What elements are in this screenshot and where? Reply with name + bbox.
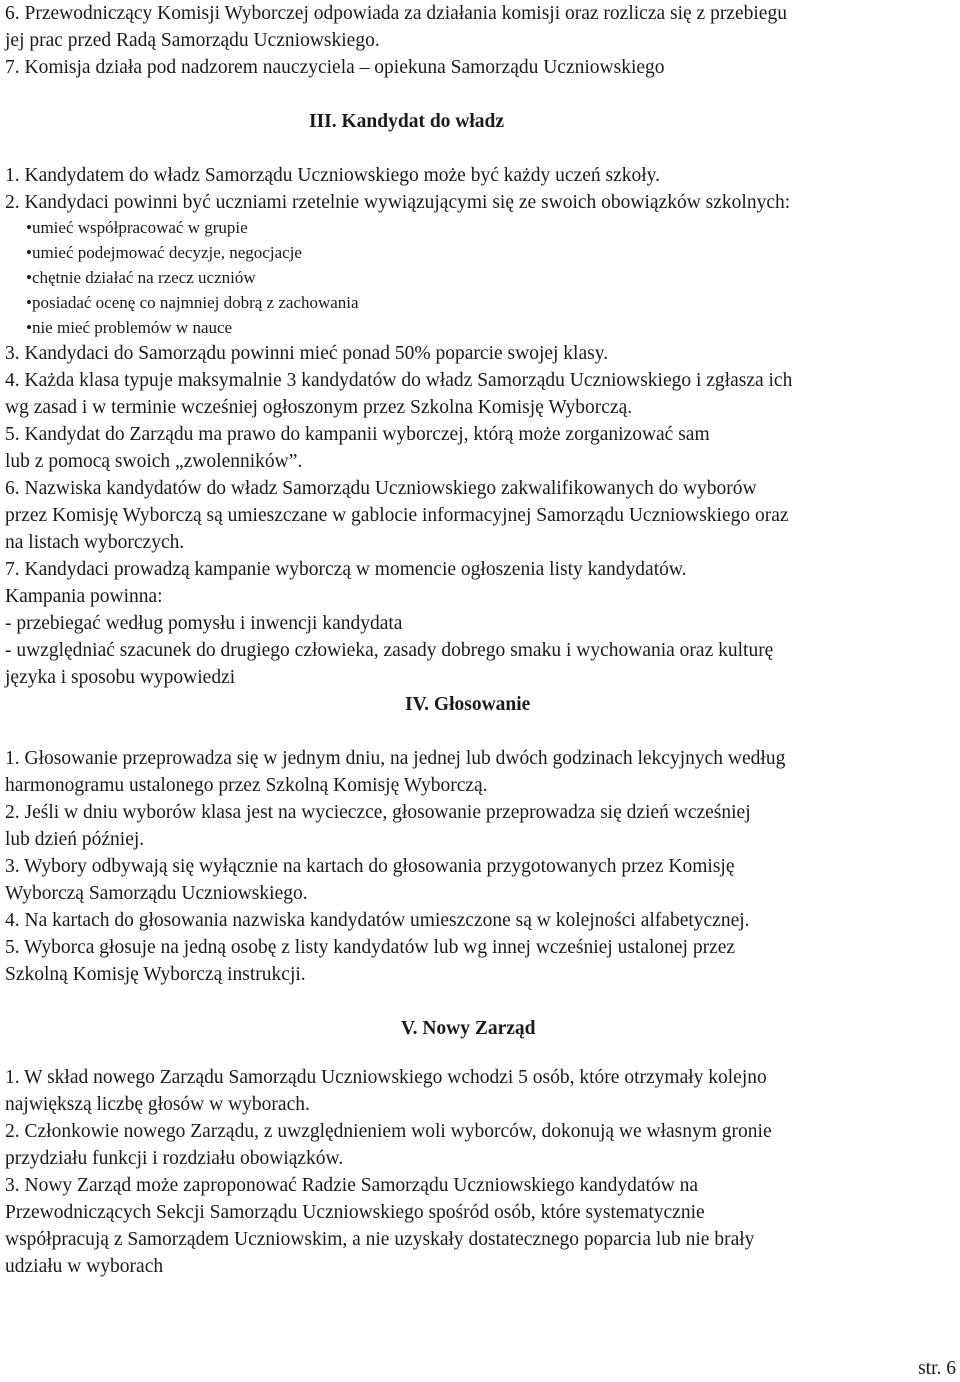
text-line: przez Komisję Wyborczą są umieszczane w gablocie informacyjnej Samorządu Uczniowskiego oraz	[5, 505, 789, 526]
text-line: przydziału funkcji i rozdziału obowiązków.	[5, 1148, 344, 1169]
text-line: udziału w wyborach	[5, 1256, 164, 1277]
text-line: 4. Na kartach do głosowania nazwiska kandydatów umieszczone są w kolejności alfabetycznej.	[5, 910, 750, 931]
text-line: harmonogramu ustalonego przez Szkolną Komisję Wyborczą.	[5, 775, 488, 796]
list-item: •nie mieć problemów w nauce	[26, 318, 233, 337]
text-line: 6. Przewodniczący Komisji Wyborczej odpowiada za działania komisji oraz rozlicza się z przebiegu	[5, 3, 787, 24]
text-line: - przebiegać według pomysłu i inwencji kandydata	[5, 613, 403, 634]
text-line: 5. Kandydat do Zarządu ma prawo do kampanii wyborczej, którą może zorganizować sam	[5, 424, 710, 445]
text-line: 1. W skład nowego Zarządu Samorządu Uczniowskiego wchodzi 5 osób, które otrzymały kolejno	[5, 1067, 767, 1088]
text-line: 2. Kandydaci powinni być uczniami rzetelnie wywiązującymi się ze swoich obowiązków szkolnych:	[5, 192, 791, 213]
text-line: 5. Wyborca głosuje na jedną osobę z listy kandydatów lub wg innej wcześniej ustalonej przez	[5, 937, 736, 958]
text-line: Szkolną Komisję Wyborczą instrukcji.	[5, 964, 306, 985]
text-line: lub dzień później.	[5, 829, 145, 850]
text-line: 3. Nowy Zarząd może zaproponować Radzie Samorządu Uczniowskiego kandydatów na	[5, 1175, 699, 1196]
text-line: - uwzględniać szacunek do drugiego człowieka, zasady dobrego smaku i wychowania oraz kulturę	[5, 640, 774, 661]
text-line: Kampania powinna:	[5, 586, 163, 607]
section-heading-kandydat: III. Kandydat do władz	[309, 111, 505, 132]
text-line: największą liczbę głosów w wyborach.	[5, 1094, 310, 1115]
text-line: 2. Członkowie nowego Zarządu, z uwzględnieniem woli wyborców, dokonują we własnym gronie	[5, 1121, 772, 1142]
text-line: 3. Wybory odbywają się wyłącznie na kartach do głosowania przygotowanych przez Komisję	[5, 856, 735, 877]
list-item: •chętnie działać na rzecz uczniów	[26, 268, 256, 287]
text-line: 3. Kandydaci do Samorządu powinni mieć ponad 50% poparcie swojej klasy.	[5, 343, 609, 364]
text-line: Przewodniczących Sekcji Samorządu Uczniowskiego spośród osób, które systematycznie	[5, 1202, 705, 1223]
text-line: 2. Jeśli w dniu wyborów klasa jest na wycieczce, głosowanie przeprowadza się dzień wcześniej	[5, 802, 751, 823]
text-line: 7. Kandydaci prowadzą kampanie wyborczą w momencie ogłoszenia listy kandydatów.	[5, 559, 687, 580]
text-line: języka i sposobu wypowiedzi	[5, 667, 236, 688]
page-number: str. 6	[918, 1358, 956, 1379]
text-line: jej prac przed Radą Samorządu Uczniowskiego.	[5, 30, 380, 51]
section-heading-nowy-zarzad: V. Nowy Zarząd	[401, 1018, 536, 1039]
list-item: •umieć podejmować decyzje, negocjacje	[26, 243, 302, 262]
text-line: Wyborczą Samorządu Uczniowskiego.	[5, 883, 308, 904]
section-heading-glosowanie: IV. Głosowanie	[405, 694, 531, 715]
text-line: 1. Głosowanie przeprowadza się w jednym dniu, na jednej lub dwóch godzinach lekcyjnych według	[5, 748, 786, 769]
text-line: lub z pomocą swoich „zwolenników”.	[5, 451, 303, 472]
list-item: •posiadać ocenę co najmniej dobrą z zachowania	[26, 293, 359, 312]
text-line: 1. Kandydatem do władz Samorządu Uczniowskiego może być każdy uczeń szkoły.	[5, 165, 661, 186]
list-item: •umieć współpracować w grupie	[26, 218, 248, 237]
text-line: 6. Nazwiska kandydatów do władz Samorządu Uczniowskiego zakwalifikowanych do wyborów	[5, 478, 757, 499]
text-line: 7. Komisja działa pod nadzorem nauczyciela – opiekuna Samorządu Uczniowskiego	[5, 57, 665, 78]
text-line: współpracują z Samorządem Uczniowskim, a nie uzyskały dostatecznego poparcia lub nie brały	[5, 1229, 755, 1250]
text-line: na listach wyborczych.	[5, 532, 185, 553]
text-line: wg zasad i w terminie wcześniej ogłoszonym przez Szkolna Komisję Wyborczą.	[5, 397, 633, 418]
text-line: 4. Każda klasa typuje maksymalnie 3 kandydatów do władz Samorządu Uczniowskiego i zgłasza ich	[5, 370, 793, 391]
